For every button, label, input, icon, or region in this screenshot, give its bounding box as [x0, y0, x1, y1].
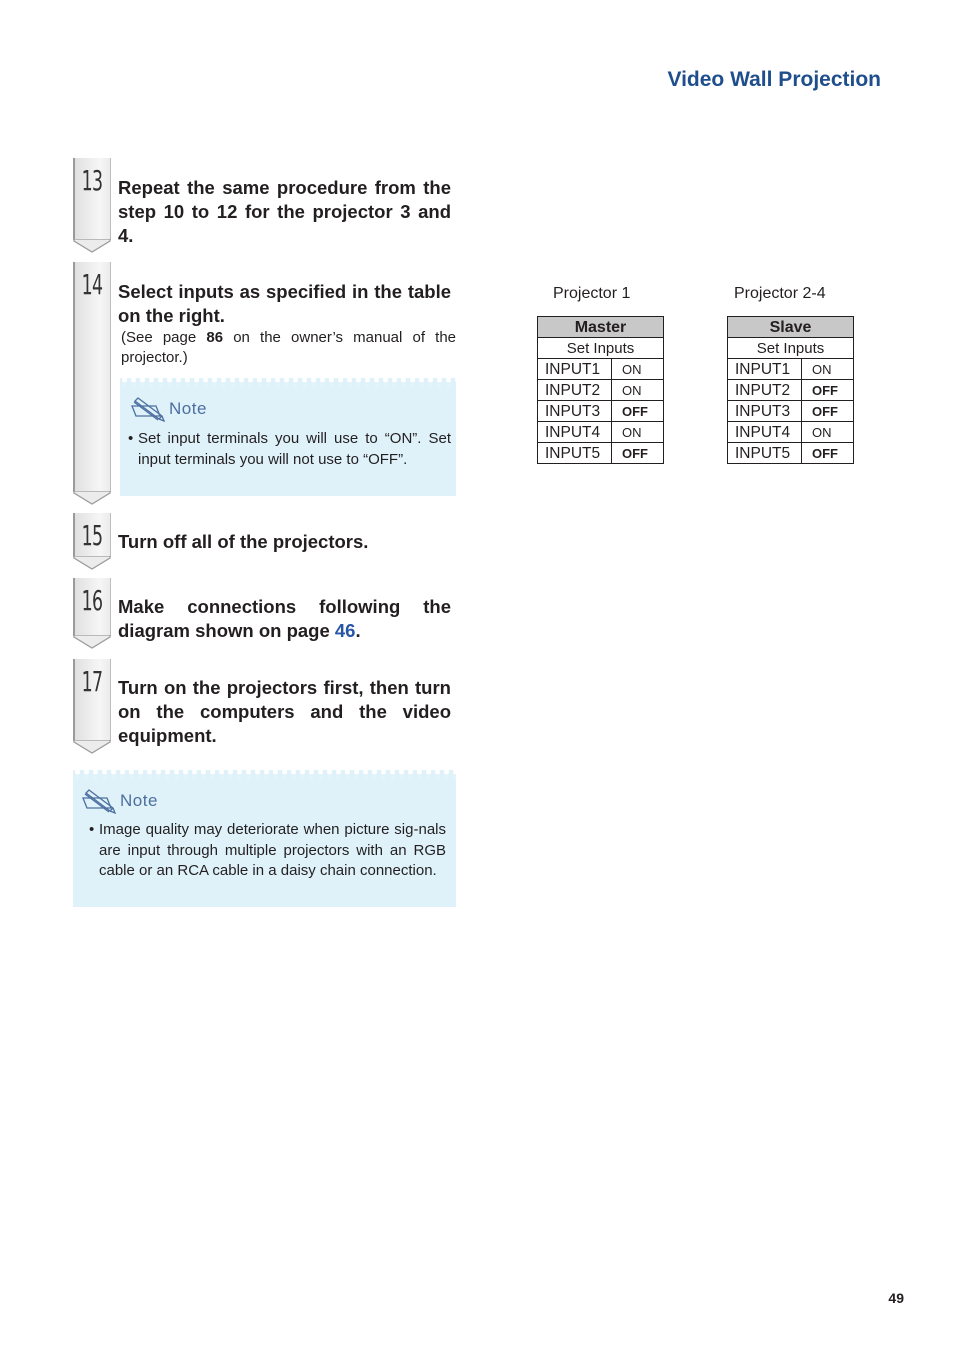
step-tab-arrow-icon — [73, 556, 111, 570]
table-row: INPUT1 ON — [538, 359, 664, 380]
step-number: 16 — [81, 584, 103, 617]
step-number: 17 — [81, 665, 103, 698]
note-dots-border — [120, 378, 456, 386]
note-box — [120, 378, 456, 496]
projector-2-4-label: Projector 2-4 — [734, 285, 826, 302]
table-row: INPUT3 OFF — [538, 401, 664, 422]
note-item: Set input terminals you will use to “ON”. Set input terminals you will not use to “OFF”. — [138, 430, 451, 468]
table-row: INPUT1 ON — [728, 359, 854, 380]
step-tab-arrow-icon — [73, 635, 111, 649]
note-header — [130, 394, 207, 424]
step-tab-arrow-icon — [73, 239, 111, 253]
table-row: INPUT5 OFF — [728, 443, 854, 464]
table-row: INPUT4 ON — [728, 422, 854, 443]
note-dots-border — [73, 770, 456, 778]
step-tab-arrow-icon — [73, 740, 111, 754]
table-row: INPUT5 OFF — [538, 443, 664, 464]
step-17 — [73, 659, 458, 755]
note-header — [81, 786, 158, 816]
table-subheader: Set Inputs — [728, 338, 854, 359]
reference-page: 86 — [206, 329, 224, 346]
step-instruction: Repeat the same procedure from the step 10 to 12 for the projector 3 and 4. — [118, 177, 451, 246]
page-link[interactable]: 46 — [334, 620, 356, 641]
projector-1-input-table — [537, 316, 664, 464]
bottom-note-box — [73, 770, 456, 907]
note-text: • Image quality may deteriorate when picture sig-nals are input through multiple projectors with an RGB cable or an RCA cable in a daisy chain connection. — [89, 821, 446, 879]
page-section-title: Video Wall Projection — [667, 68, 881, 91]
table-row: INPUT3 OFF — [728, 401, 854, 422]
step-14 — [73, 262, 458, 508]
table-row: INPUT2 OFF — [728, 380, 854, 401]
table-row: INPUT4 ON — [538, 422, 664, 443]
table-subheader: Set Inputs — [538, 338, 664, 359]
step-instruction: Select inputs as specified in the table on the right. — [118, 281, 451, 326]
step-number: 13 — [81, 164, 103, 197]
step-13 — [73, 158, 458, 254]
step-number: 14 — [81, 268, 103, 301]
note-label: Note — [169, 399, 207, 418]
table-row: INPUT2 ON — [538, 380, 664, 401]
reference-suffix: on the owner’s manual of the projector.) — [121, 329, 457, 366]
pencil-note-icon — [81, 786, 117, 816]
step-instruction: Turn off all of the projectors. — [118, 531, 369, 552]
projector-2-4-input-table — [727, 316, 854, 464]
step-instruction: Turn on the projectors first, then turn on the computers and the video equipment. — [118, 677, 451, 746]
step-reference — [121, 328, 456, 368]
projector-1-label: Projector 1 — [553, 285, 631, 302]
step-number: 15 — [81, 519, 103, 552]
reference-prefix: (See page — [121, 329, 207, 346]
note-text: • Set input terminals you will use to “ON”. Set input terminals you will not use to “OFF”. — [128, 430, 451, 468]
note-item: Image quality may deteriorate when picture sig-nals are input through multiple projectors with an RGB cable or an RCA cable in a daisy chain connection. — [99, 821, 446, 879]
step-15 — [73, 513, 458, 571]
page-number: 49 — [888, 1290, 904, 1306]
pencil-note-icon — [130, 394, 166, 424]
instruction-text: Make connections following the diagram shown on page — [118, 596, 451, 641]
table-header: Master — [538, 317, 664, 338]
table-header: Slave — [728, 317, 854, 338]
step-instruction: Make connections following the diagram shown on page 46. — [118, 596, 451, 641]
step-16 — [73, 578, 458, 650]
step-tab-arrow-icon — [73, 491, 111, 505]
note-label: Note — [120, 791, 158, 810]
